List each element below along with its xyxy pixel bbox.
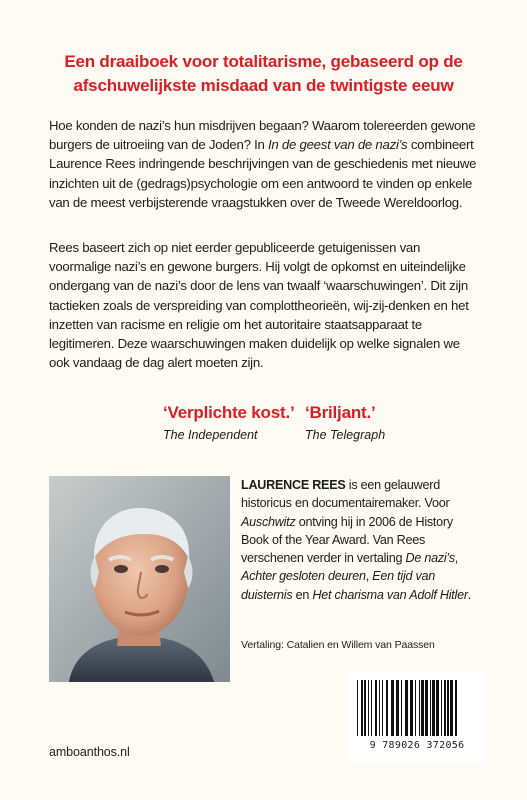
tagline-line-2: afschuwelijkste misdaad van de twintigste eeuw [73, 76, 454, 95]
bio-text: is een gelauwerd historicus en documentairemaker. Voor [241, 478, 450, 511]
bio-text: en [292, 587, 313, 602]
quote-text: ‘Verplichte kost.’ [163, 403, 295, 422]
bio-book-title: Auschwitz [241, 514, 296, 529]
quote-text: ‘Briljant.’ [305, 403, 376, 422]
bio-text: . [467, 587, 472, 602]
bio-text: , [454, 551, 459, 566]
author-photo [49, 476, 230, 682]
author-biography [241, 476, 483, 604]
blurb-paragraph-1-end: combineert Laurence Rees indringende beschrijvingen van de geschiedenis met nieuwe inzichten uit de (gedrags)psychologie om een antwoord te vinden op enkele van de meest verbijsterende vraagstukken over de Tweede Wereldoorlog. [49, 137, 477, 210]
bio-book-title: Een tijd van duisternis [241, 569, 436, 602]
review-quote-1 [163, 402, 295, 444]
bio-book-title: Het charisma van Adolf Hitler [312, 587, 468, 602]
bio-book-title: De nazi’s [405, 551, 455, 566]
tagline-line-1: Een draaiboek voor totalitarisme, gebaseerd op de [64, 52, 463, 71]
publisher-website: amboanthos.nl [49, 745, 130, 759]
blurb-paragraph-2: Rees baseert zich op niet eerder gepubliceerde getuigenissen van voormalige nazi’s en gewone burgers. Hij volgt de opkomst en uiteindelijke ondergang van de nazi’s door de lens van twaalf ‘waarschuwingen’. Dit zijn tactieken zoals de verspreiding van complottheorieën, wij-zij-denken en het inzetten van racisme en religie om het autoritaire staatsapparaat te legitimeren. Deze waarschuwingen maken duidelijk op welke signalen we ook vandaag de dag alert moeten zijn. [49, 240, 469, 371]
blurb-paragraph-1-start: Hoe konden de nazi’s hun misdrijven begaan? Waarom tolereerden gewone burgers de uitroeiing van de Joden? In [49, 118, 476, 153]
isbn-number: 9 789026 372056 [369, 740, 465, 751]
tagline [40, 50, 487, 98]
author-name: LAURENCE REES [241, 478, 346, 492]
bio-text: ontving hij in 2006 de History Book of the Year Award. Van Rees verschenen verder in vertaling [241, 514, 453, 566]
author-portrait-illustration [49, 476, 230, 682]
review-quote-2 [305, 402, 385, 444]
quote-source: The Independent [163, 428, 258, 442]
quote-source: The Telegraph [305, 428, 386, 442]
bio-text: , [365, 569, 373, 584]
book-title-italic: In de geest van de nazi’s [268, 137, 408, 153]
bio-book-title: Achter gesloten deuren [241, 569, 366, 584]
barcode-graphic [347, 672, 484, 738]
blurb-paragraph-1 [49, 116, 481, 212]
translator-credit: Vertaling: Catalien en Willem van Paassen [241, 639, 435, 651]
